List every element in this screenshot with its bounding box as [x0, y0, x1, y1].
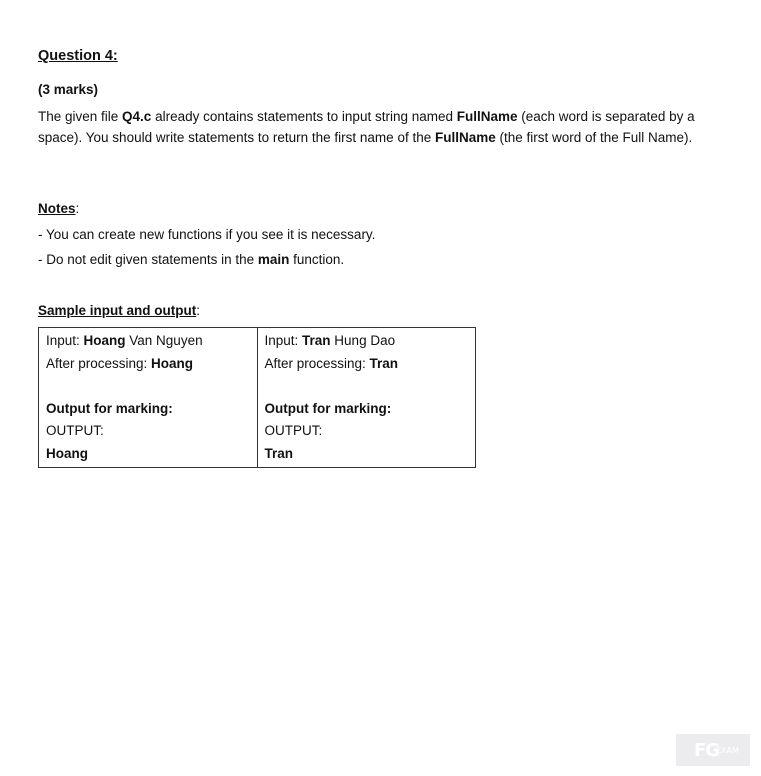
notes-heading-text: Notes	[38, 201, 76, 216]
output-value-text: Hoang	[46, 445, 88, 461]
output-label: OUTPUT:	[264, 423, 323, 438]
para-seg: The given file	[38, 109, 123, 124]
output-label: OUTPUT:	[46, 423, 104, 438]
blank-line	[46, 375, 250, 398]
after-label: After processing:	[264, 355, 370, 371]
input-rest: Hung Dao	[330, 333, 396, 348]
note-item-2-pre: - Do not edit given statements in the	[38, 252, 258, 267]
output-value-text: Tran	[264, 445, 294, 461]
note-item-1: - You can create new functions if you see it is necessary.	[38, 227, 376, 242]
question-title: Question 4:	[38, 48, 118, 64]
para-seg-bold: Q4.c	[122, 109, 152, 124]
after-line	[46, 353, 250, 376]
question-marks: (3 marks)	[38, 82, 99, 97]
watermark-sub-text: EXAM	[716, 746, 739, 755]
output-heading-text: Output for marking:	[46, 400, 173, 416]
output-value	[265, 443, 469, 466]
watermark-logo	[676, 734, 750, 766]
after-line	[265, 353, 469, 376]
after-bold: Hoang	[151, 355, 194, 371]
notes-heading	[38, 201, 79, 216]
output-heading	[46, 398, 250, 421]
after-label: After processing:	[46, 355, 152, 371]
blank-line	[265, 375, 469, 398]
sample-cell-right	[257, 328, 476, 468]
para-seg: (the first word of the Full Name).	[495, 130, 693, 145]
input-line	[265, 330, 469, 353]
note-item-2-bold: main	[257, 252, 290, 267]
notes-heading-colon: :	[75, 201, 80, 216]
input-bold: Hoang	[83, 333, 126, 348]
note-item-2-post: function.	[289, 252, 345, 267]
input-bold: Tran	[302, 333, 331, 348]
question-description	[38, 106, 698, 148]
sample-heading	[38, 303, 200, 318]
para-seg: already contains statements to input string named	[151, 109, 457, 124]
para-seg-bold: FullName	[456, 109, 518, 124]
watermark-logo-text: FG	[694, 740, 720, 761]
input-label: Input:	[264, 333, 303, 348]
sample-table	[38, 327, 476, 468]
sample-cell-left	[39, 328, 258, 468]
input-line	[46, 330, 250, 353]
output-value	[46, 443, 250, 466]
after-bold: Tran	[369, 355, 399, 371]
sample-heading-colon: :	[196, 303, 201, 318]
output-heading	[265, 398, 469, 421]
sample-row	[39, 328, 476, 468]
para-seg-bold: FullName	[434, 130, 496, 145]
note-item-2	[38, 252, 344, 267]
output-heading-text: Output for marking:	[264, 400, 392, 416]
sample-heading-text: Sample input and output	[38, 303, 197, 318]
para-seg: (each word is separated by a space). You should write statements to return the first name of the	[38, 109, 695, 145]
input-label: Input:	[46, 333, 84, 348]
input-rest: Van Nguyen	[125, 333, 203, 348]
